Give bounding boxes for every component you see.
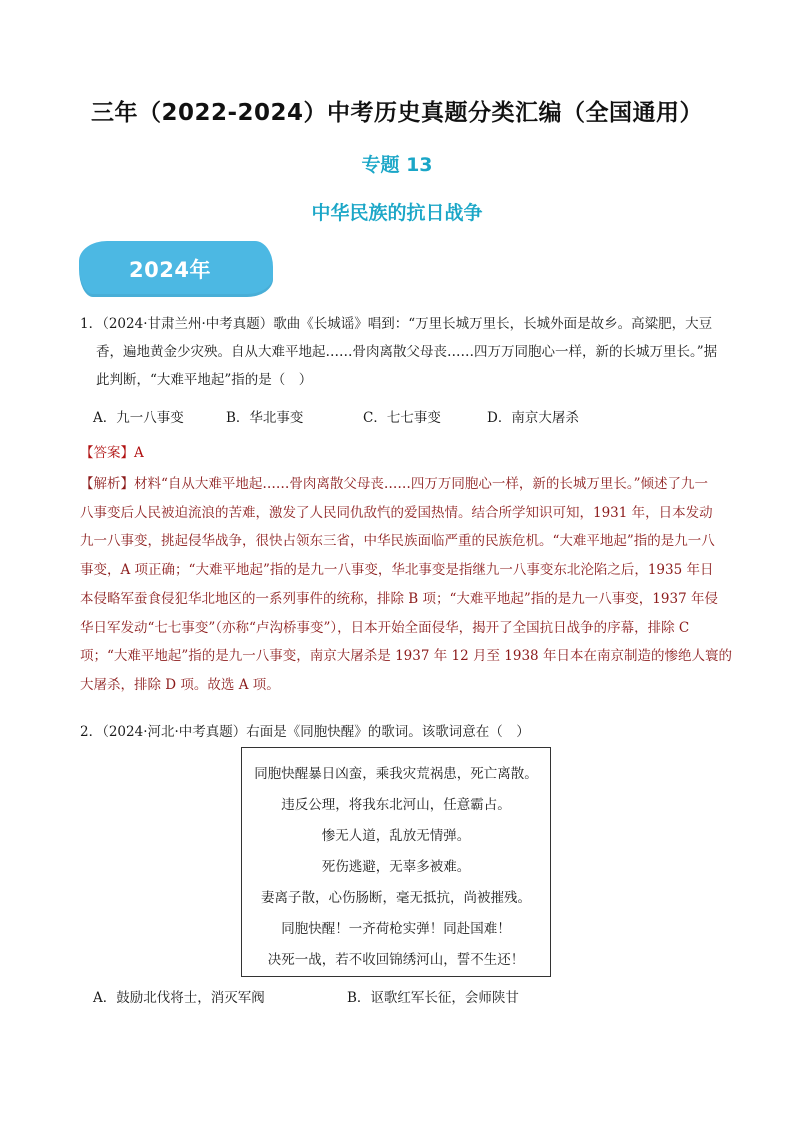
analysis-line: 项；“大难平地起”指的是九一八事变，南京大屠杀是 1937 年 12 月至 1938 年日本在南京制造的惨绝人寰的 <box>80 648 732 665</box>
lyrics-box <box>241 747 551 977</box>
lyric-line: 违反公理，将我东北河山，任意霸占。 <box>281 797 511 813</box>
analysis-line: 事变，A 项正确；“大难平地起”指的是九一八事变，华北事变是指继九一八事变东北沦陷之后，1935 年日 <box>80 562 714 579</box>
question-1-line: 香，遍地黄金少灾殃。自从大难平地起……骨肉离散父母丧……四万万同胞心一样，新的长城万里长。”据 <box>96 344 718 360</box>
question-1-line: 1．（2024·甘肃兰州·中考真题）歌曲《长城谣》唱到：“万里长城万里长，长城外面是故乡。高粱肥，大豆 <box>80 316 713 332</box>
analysis-line: 九一八事变，挑起侵华战争，很快占领东三省，中华民族面临严重的民族危机。“大难平地起”指的是九一八 <box>80 533 715 550</box>
analysis-line: 华日军发动“七七事变”（亦称“卢沟桥事变”），日本开始全面侵华，揭开了全国抗日战争的序幕，排除 C <box>80 619 690 636</box>
analysis-line: 八事变后人民被迫流浪的苦难，激发了人民同仇敌忾的爱国热情。结合所学知识可知，1931 年，日本发动 <box>80 504 713 521</box>
question-2-stem: 2．（2024·河北·中考真题）右面是《同胞快醒》的歌词。该歌词意在（ ） <box>80 724 530 740</box>
topic-number: 专题 13 <box>361 154 433 176</box>
topic-name: 中华民族的抗日战争 <box>311 202 483 224</box>
question-2-option-b: B．讴歌红军长征，会师陕甘 <box>347 990 519 1006</box>
question-1-stem <box>80 310 724 394</box>
lyric-line: 惨无人道，乱放无情弹。 <box>321 828 471 844</box>
analysis-line: 大屠杀，排除 D 项。故选 A 项。 <box>80 676 280 693</box>
analysis-line: 【解析】材料“自从大难平地起……骨肉离散父母丧……四万万同胞心一样，新的长城万里长。”倾述了九一 <box>80 476 709 492</box>
lyric-line: 决死一战，若不收回锦绣河山，誓不生还！ <box>267 952 525 968</box>
question-1-option-d: D．南京大屠杀 <box>487 410 579 426</box>
question-2-option-a: A．鼓励北伐将士，消灭军阀 <box>93 990 265 1006</box>
document-title: 三年（2022-2024）中考历史真题分类汇编（全国通用） <box>90 100 704 126</box>
year-badge-label: 2024年 <box>129 258 211 282</box>
lyric-line: 死伤逃避，无辜多被难。 <box>321 859 471 875</box>
question-1-line: 此判断，“大难平地起”指的是（ ） <box>96 372 313 388</box>
lyric-line: 同胞快醒暴日凶蛮，乘我灾荒祸患，死亡离散。 <box>254 766 538 782</box>
analysis-line: 本侵略军蚕食侵犯华北地区的一系列事件的统称，排除 B 项；“大难平地起”指的是九一八事变，1937 年侵 <box>80 590 718 607</box>
question-1-answer: 【答案】A <box>80 445 144 461</box>
year-badge <box>79 241 273 297</box>
question-1-option-b: B．华北事变 <box>226 410 304 426</box>
question-1-analysis <box>80 470 732 700</box>
question-1-option-a: A．九一八事变 <box>93 410 184 426</box>
lyric-line: 妻离子散，心伤肠断，毫无抵抗，尚被摧残。 <box>261 890 531 906</box>
lyric-line: 同胞快醒！一齐荷枪实弹！同赴国难！ <box>281 921 511 937</box>
question-1-option-c: C．七七事变 <box>363 410 441 426</box>
